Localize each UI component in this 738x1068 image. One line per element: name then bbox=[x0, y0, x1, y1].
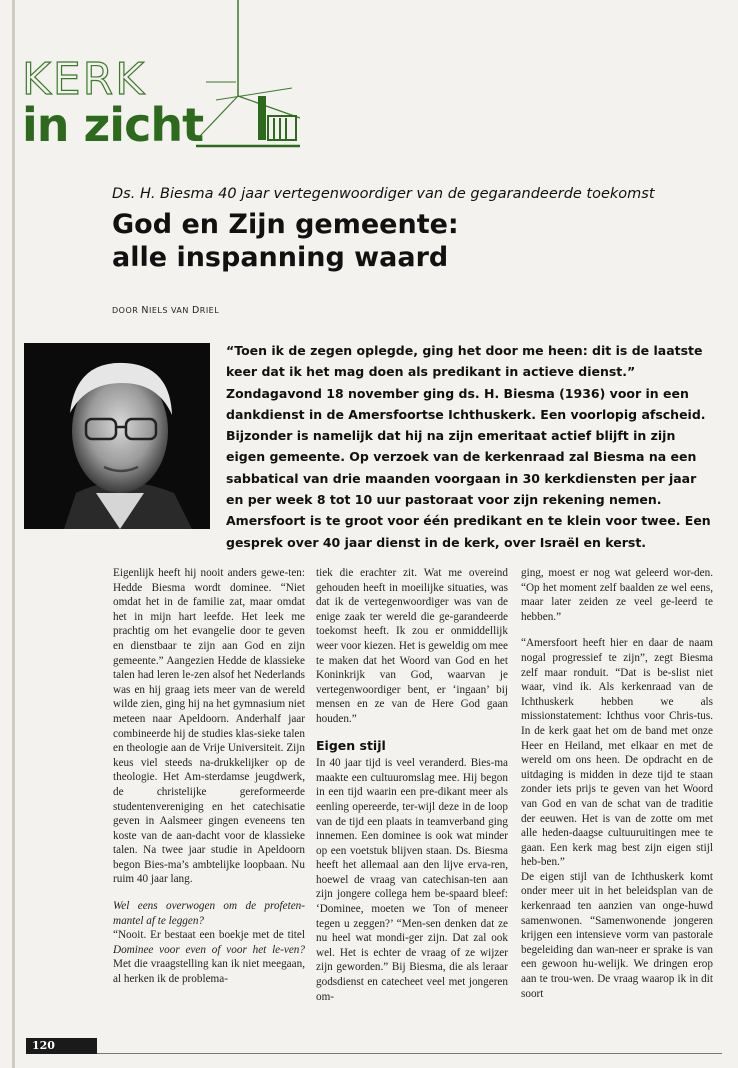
paragraph: In 40 jaar tijd is veel veranderd. Bies-ma maakte een cultuuromslag mee. Hij begon in een tijd waarin een pre-dikant meer als eenling opereerde, ter-wijl deze in de loop van de tijd een plaats in teamverband ging innemen. Een dominee is ook wat minder op een voetstuk blijven staan. Ds. Biesma heeft het allemaal aan den lijve erva-ren, hoewel de vraag van catechisan-ten aan zijn jongere collega hem be-spaard bleef: ‘Dominee, moeten we Ton of meneer tegen u zeggen?’ “Men-sen denken dat ze nu heel wat mondi-ger zijn. Dat zal ook wel. Het is echter de vraag of ze wijzer zijn geworden.” Bij Biesma, die als leraar godsdienst en catecheet veel met jongeren om- bbox=[316, 757, 508, 1003]
paragraph: tiek die erachter zit. Wat me overeind gehouden heeft in moeilijke situaties, was dat ik de vertegenwoordiger was van de enige zaak ter wereld die ge-garandeerde toekomst heeft. Ik zou er onmiddellijk weer voor kiezen. Het is geweldig om mee te maken dat het Woord van God en het Koninkrijk van God, waarvan je vertegenwoordiger bent, er ‘ingaan’ bij mensen en ze van de Here God gaan houden.” bbox=[316, 567, 508, 725]
paragraph: De eigen stijl van de Ichthuskerk komt onder meer uit in het beleidsplan van de kerkenraad ten aanzien van onge-huwd samenwonen. “Samenwonende jongeren krijgen een intensieve vorm van pastorale begeleiding dan wan-neer er sprake is van een gewoon hu-welijk. We dringen erop aan te trou-wen. De vraag waarop ik in dit soort bbox=[521, 870, 713, 1000]
church-illustration-icon bbox=[196, 0, 306, 150]
byline-first-rest: IELS bbox=[148, 306, 168, 315]
paragraph-text: “Nooit. Er bestaat een boekje met de titel bbox=[113, 929, 305, 942]
text-column-3 bbox=[521, 566, 713, 1013]
paragraph: ging, moest er nog wat geleerd wor-den. “Op het moment zelf baalden ze wel eens, maar later zeiden ze veel ge-leerd te hebben.” bbox=[521, 567, 713, 623]
headline-line-2: alle inspanning waard bbox=[112, 242, 449, 273]
byline-first-initial: N bbox=[141, 305, 149, 316]
page-number: 120 bbox=[26, 1038, 97, 1054]
article-subtitle: Ds. H. Biesma 40 jaar vertegenwoordiger van de gegarandeerde toekomst bbox=[112, 186, 655, 202]
text-column-1 bbox=[113, 566, 305, 999]
section-title-in-zicht: in zicht bbox=[22, 98, 204, 152]
article-intro: “Toen ik de zegen oplegde, ging het door me heen: dit is de laatste keer dat ik het mag doen als predikant in actieve dienst.” Zondagavond 18 november ging ds. H. Biesma (1936) voor in een dankdienst in de Amersfoortse Ichthuskerk. Een voorlopig afscheid. Bijzonder is namelijk dat hij na zijn emeritaat actief blijft in zijn eigen gemeente. Op verzoek van de kerkenraad zal Biesma na een sabbatical van drie maanden voorgaan in 30 kerkdiensten per jaar en per week 8 tot 10 uur pastoraat voor zijn rekening nemen. Amersfoort is te groot voor één predikant en te klein voor twee. Een gesprek over 40 jaar dienst in de kerk, over Israël en kerst. bbox=[226, 343, 711, 550]
page-edge-shadow bbox=[12, 0, 15, 1068]
footer-rule bbox=[97, 1053, 722, 1054]
text-column-2 bbox=[316, 566, 508, 1016]
interview-question: Wel eens overwogen om de profeten-mantel af te leggen? bbox=[113, 900, 305, 927]
byline-door: DOOR bbox=[112, 306, 139, 315]
portrait-illustration bbox=[24, 343, 210, 529]
byline bbox=[112, 305, 219, 316]
section-title-kerk: KERK bbox=[22, 54, 147, 105]
paragraph: “Amersfoort heeft hier en daar de naam nogal progressief te zijn”, zegt Biesma zelf maar ronduit. “Dat is be-slist niet waar, vind ik. Als kerkenraad van de Ichthuskerk hebben we als missionstatement: Ichthus voor Chris-tus. In de kerk gaat het om de band met onze Heer en Heiland, met elkaar en met de wereld om ons heen. De opdracht en de uitdaging is midden in deze tijd te staan zonder iets prijs te geven van het Woord van God en van de schat van de traditie der eeuwen. Het is van de zotte om met alle heden-daagse cultuuruitingen mee te gaan. Een kerk mag best zijn eigen stijl heb-ben.” bbox=[521, 637, 713, 869]
headline-line-1: God en Zijn gemeente: bbox=[112, 209, 459, 240]
paragraph-text: Met die vraagstelling kan ik niet meegaan, al herken ik de problema- bbox=[113, 958, 305, 986]
byline-van: VAN bbox=[170, 306, 189, 315]
subheading-eigen-stijl: Eigen stijl bbox=[316, 737, 386, 753]
byline-last-rest: RIEL bbox=[199, 306, 220, 315]
book-title: Dominee voor even of voor het le-ven? bbox=[113, 943, 305, 956]
byline-last-initial: D bbox=[191, 305, 200, 316]
paragraph bbox=[113, 928, 305, 986]
article-headline bbox=[112, 208, 459, 274]
paragraph: Eigenlijk heeft hij nooit anders gewe-ten: Hedde Biesma wordt dominee. “Niet omdat het in de familie zat, maar omdat het in mijn hart leefde. Het leek me prachtig om het evangelie door te geven en dienstbaar te zijn aan God en zijn gemeente.” Aangezien Hedde de klassieke talen had leren le-zen alsof het Nederlands was en hij graag iets meer van de wereld wilde zien, ging hij na het gymnasium niet meteen naar Apeldoorn. Anderhalf jaar combineerde hij de studies klas-sieke talen en theologie aan de Vrije Universiteit. Zijn keus viel steeds na-drukkelijker op de theologie. Het Am-sterdamse jeugdwerk, de christelijke gereformeerde studentenvereniging en het catechisatie geven in Aalsmeer gingen eveneens ten koste van de aan-dacht voor de klassieke talen. Na twee jaar studie in Apeldoorn begon Bies-ma’s ambtelijke loopbaan. Nu ruim 40 jaar lang. bbox=[113, 567, 305, 886]
portrait-photo bbox=[24, 343, 210, 529]
